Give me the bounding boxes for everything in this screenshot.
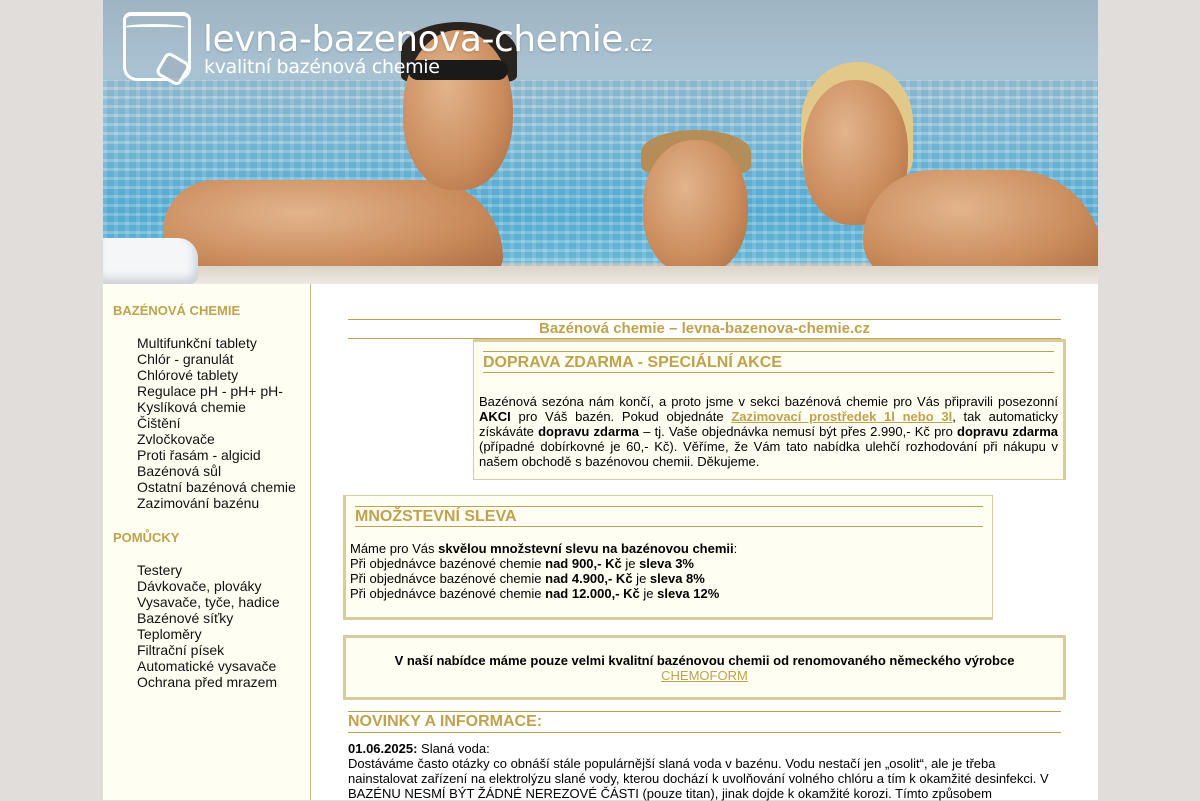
- news-item: [348, 741, 1061, 801]
- discount-row-text: Při objednávce bazénové chemie: [350, 586, 546, 601]
- quality-statement: V naší nabídce máme pouze velmi kvalitní bazénovou chemii od renomovaného německého výrobce: [394, 653, 1015, 668]
- main-content: [311, 284, 1098, 800]
- sidebar-item-testery[interactable]: Testery: [137, 562, 183, 578]
- promo-text: [479, 394, 1058, 469]
- discount-row-text: Při objednávce bazénové chemie: [350, 556, 546, 571]
- promo-text-3: , tak automaticky získáváte: [479, 409, 1058, 439]
- chemoform-link[interactable]: CHEMOFORM: [661, 668, 748, 683]
- news-heading: NOVINKY A INFORMACE:: [348, 711, 1061, 733]
- discount-intro: [350, 541, 992, 556]
- sidebar-item-cisteni[interactable]: Čištění: [137, 415, 181, 431]
- discount-intro-post: :: [733, 541, 738, 556]
- news-date: 01.06.2025:: [348, 741, 418, 756]
- discount-row-amount: nad 4.900,- Kč: [545, 571, 633, 586]
- discount-row-mid: je: [639, 586, 658, 601]
- pool-ledge: [103, 266, 1098, 284]
- discount-row-mid: je: [621, 556, 640, 571]
- sidebar-item-multifunkcni-tablety[interactable]: Multifunkční tablety: [137, 335, 257, 351]
- sidebar-item-regulace-ph[interactable]: Regulace pH - pH+ pH-: [137, 383, 283, 399]
- discount-text: [350, 541, 992, 601]
- sidebar-item-algicid[interactable]: Proti řasám - algicid: [137, 447, 261, 463]
- zazimovaci-prostredek-link[interactable]: Zazimovací prostředek 1l nebo 3l: [731, 409, 953, 424]
- news-body: Dostáváme často otázky co obnáší stále populárnější slaná voda v bazénu. Vodu nestačí jen „osolit“, ale je třeba nainstalovat zařízení na elektrolýzu slané vody, kterou dochází k uvolňování volného chlóru a tím k okamžité desinfekci. V BAZÉNU NESMÍ BÝT ŽÁDNÉ NEREZOVÉ ČÁSTI (pouze titan), jinak dojde k okamžité korozi. Tímto způsobem: [348, 756, 1049, 801]
- quality-text: [346, 653, 1063, 683]
- discount-row-value: sleva 8%: [649, 571, 705, 586]
- page: [103, 0, 1098, 800]
- quality-box: [343, 635, 1066, 700]
- sidebar-item-bazenova-sul[interactable]: Bazénová sůl: [137, 463, 222, 479]
- brand-slogan: kvalitní bazénová chemie: [204, 56, 440, 78]
- sidebar-item-chlorove-tablety[interactable]: Chlórové tablety: [137, 367, 239, 383]
- sidebar-item-chlor-granulat[interactable]: Chlór - granulát: [137, 351, 234, 367]
- banner-photo-man-arm: [163, 180, 503, 275]
- sidebar-item-kyslikova-chemie[interactable]: Kyslíková chemie: [137, 399, 246, 415]
- discount-box: [343, 495, 993, 620]
- discount-row-text: Při objednávce bazénové chemie: [350, 571, 546, 586]
- promo-box: [473, 339, 1066, 480]
- brand-main: levna-bazenova-chemie: [203, 19, 623, 60]
- sidebar-item-automaticke-vysavace[interactable]: Automatické vysavače: [137, 658, 277, 674]
- sidebar-list-chemie: [103, 335, 310, 511]
- sidebar-item-davkovace[interactable]: Dávkovače, plováky: [137, 578, 262, 594]
- sidebar-item-vysavace[interactable]: Vysavače, tyče, hadice: [137, 594, 280, 610]
- sidebar-heading-chemie: BAZÉNOVÁ CHEMIE: [113, 303, 241, 318]
- sidebar-heading-pomucky: POMŮCKY: [113, 530, 180, 545]
- discount-heading: MNOŽSTEVNÍ SLEVA: [355, 506, 983, 527]
- discount-row: [350, 586, 992, 601]
- towel-image: [103, 238, 198, 284]
- brand-tld: .cz: [622, 32, 653, 57]
- discount-row-value: sleva 12%: [657, 586, 720, 601]
- promo-text-1: Bazénová sezóna nám končí, a proto jsme v sekci bazénová chemie pro Vás připravili posezonní: [479, 394, 1058, 409]
- sidebar-item-ostatni-chemie[interactable]: Ostatní bazénová chemie: [137, 479, 296, 495]
- promo-akci: AKCI: [479, 409, 511, 424]
- discount-intro-bold: skvělou množstevní slevu na bazénovou chemii: [438, 541, 734, 556]
- discount-row-value: sleva 3%: [639, 556, 694, 571]
- sidebar: [103, 284, 311, 800]
- promo-text-4: – tj. Vaše objednávka nemusí být přes 2.990,- Kč pro: [639, 424, 958, 439]
- promo-doprava-zdarma-2: dopravu zdarma: [957, 424, 1058, 439]
- sidebar-item-sitky[interactable]: Bazénové síťky: [137, 610, 234, 626]
- sidebar-item-zazimovani[interactable]: Zazimování bazénu: [137, 495, 260, 511]
- discount-row-amount: nad 900,- Kč: [545, 556, 622, 571]
- discount-row: [350, 556, 992, 571]
- sidebar-item-teplomery[interactable]: Teploměry: [137, 626, 202, 642]
- banner-photo-boy: [643, 140, 748, 275]
- discount-row-amount: nad 12.000,- Kč: [545, 586, 640, 601]
- header-banner: [103, 0, 1098, 284]
- sidebar-item-ochrana-mraz[interactable]: Ochrana před mrazem: [137, 674, 278, 690]
- sidebar-item-filtracni-pisek[interactable]: Filtrační písek: [137, 642, 225, 658]
- promo-heading: DOPRAVA ZDARMA - SPECIÁLNÍ AKCE: [483, 351, 1054, 373]
- sidebar-list-pomucky: [103, 562, 310, 690]
- sidebar-item-zvlockovace[interactable]: Zvločkovače: [137, 431, 215, 447]
- page-title: Bazénová chemie – levna-bazenova-chemie.cz: [348, 319, 1061, 339]
- news-title: Slaná voda:: [417, 741, 490, 756]
- promo-doprava-zdarma-1: dopravu zdarma: [538, 424, 640, 439]
- promo-text-2: pro Váš bazén. Pokud objednáte: [510, 409, 732, 424]
- discount-row: [350, 571, 992, 586]
- promo-text-5: (případné dobírkovné je 60,- Kč). Věříme, že Vám tato nabídka ulehčí rozhodování při nákupu v našem obchodě s bazénovou chemii. Děkujeme.: [479, 439, 1058, 469]
- discount-intro-pre: Máme pro Vás: [350, 541, 439, 556]
- discount-row-mid: je: [632, 571, 650, 586]
- banner-photo-woman-arms: [863, 170, 1098, 280]
